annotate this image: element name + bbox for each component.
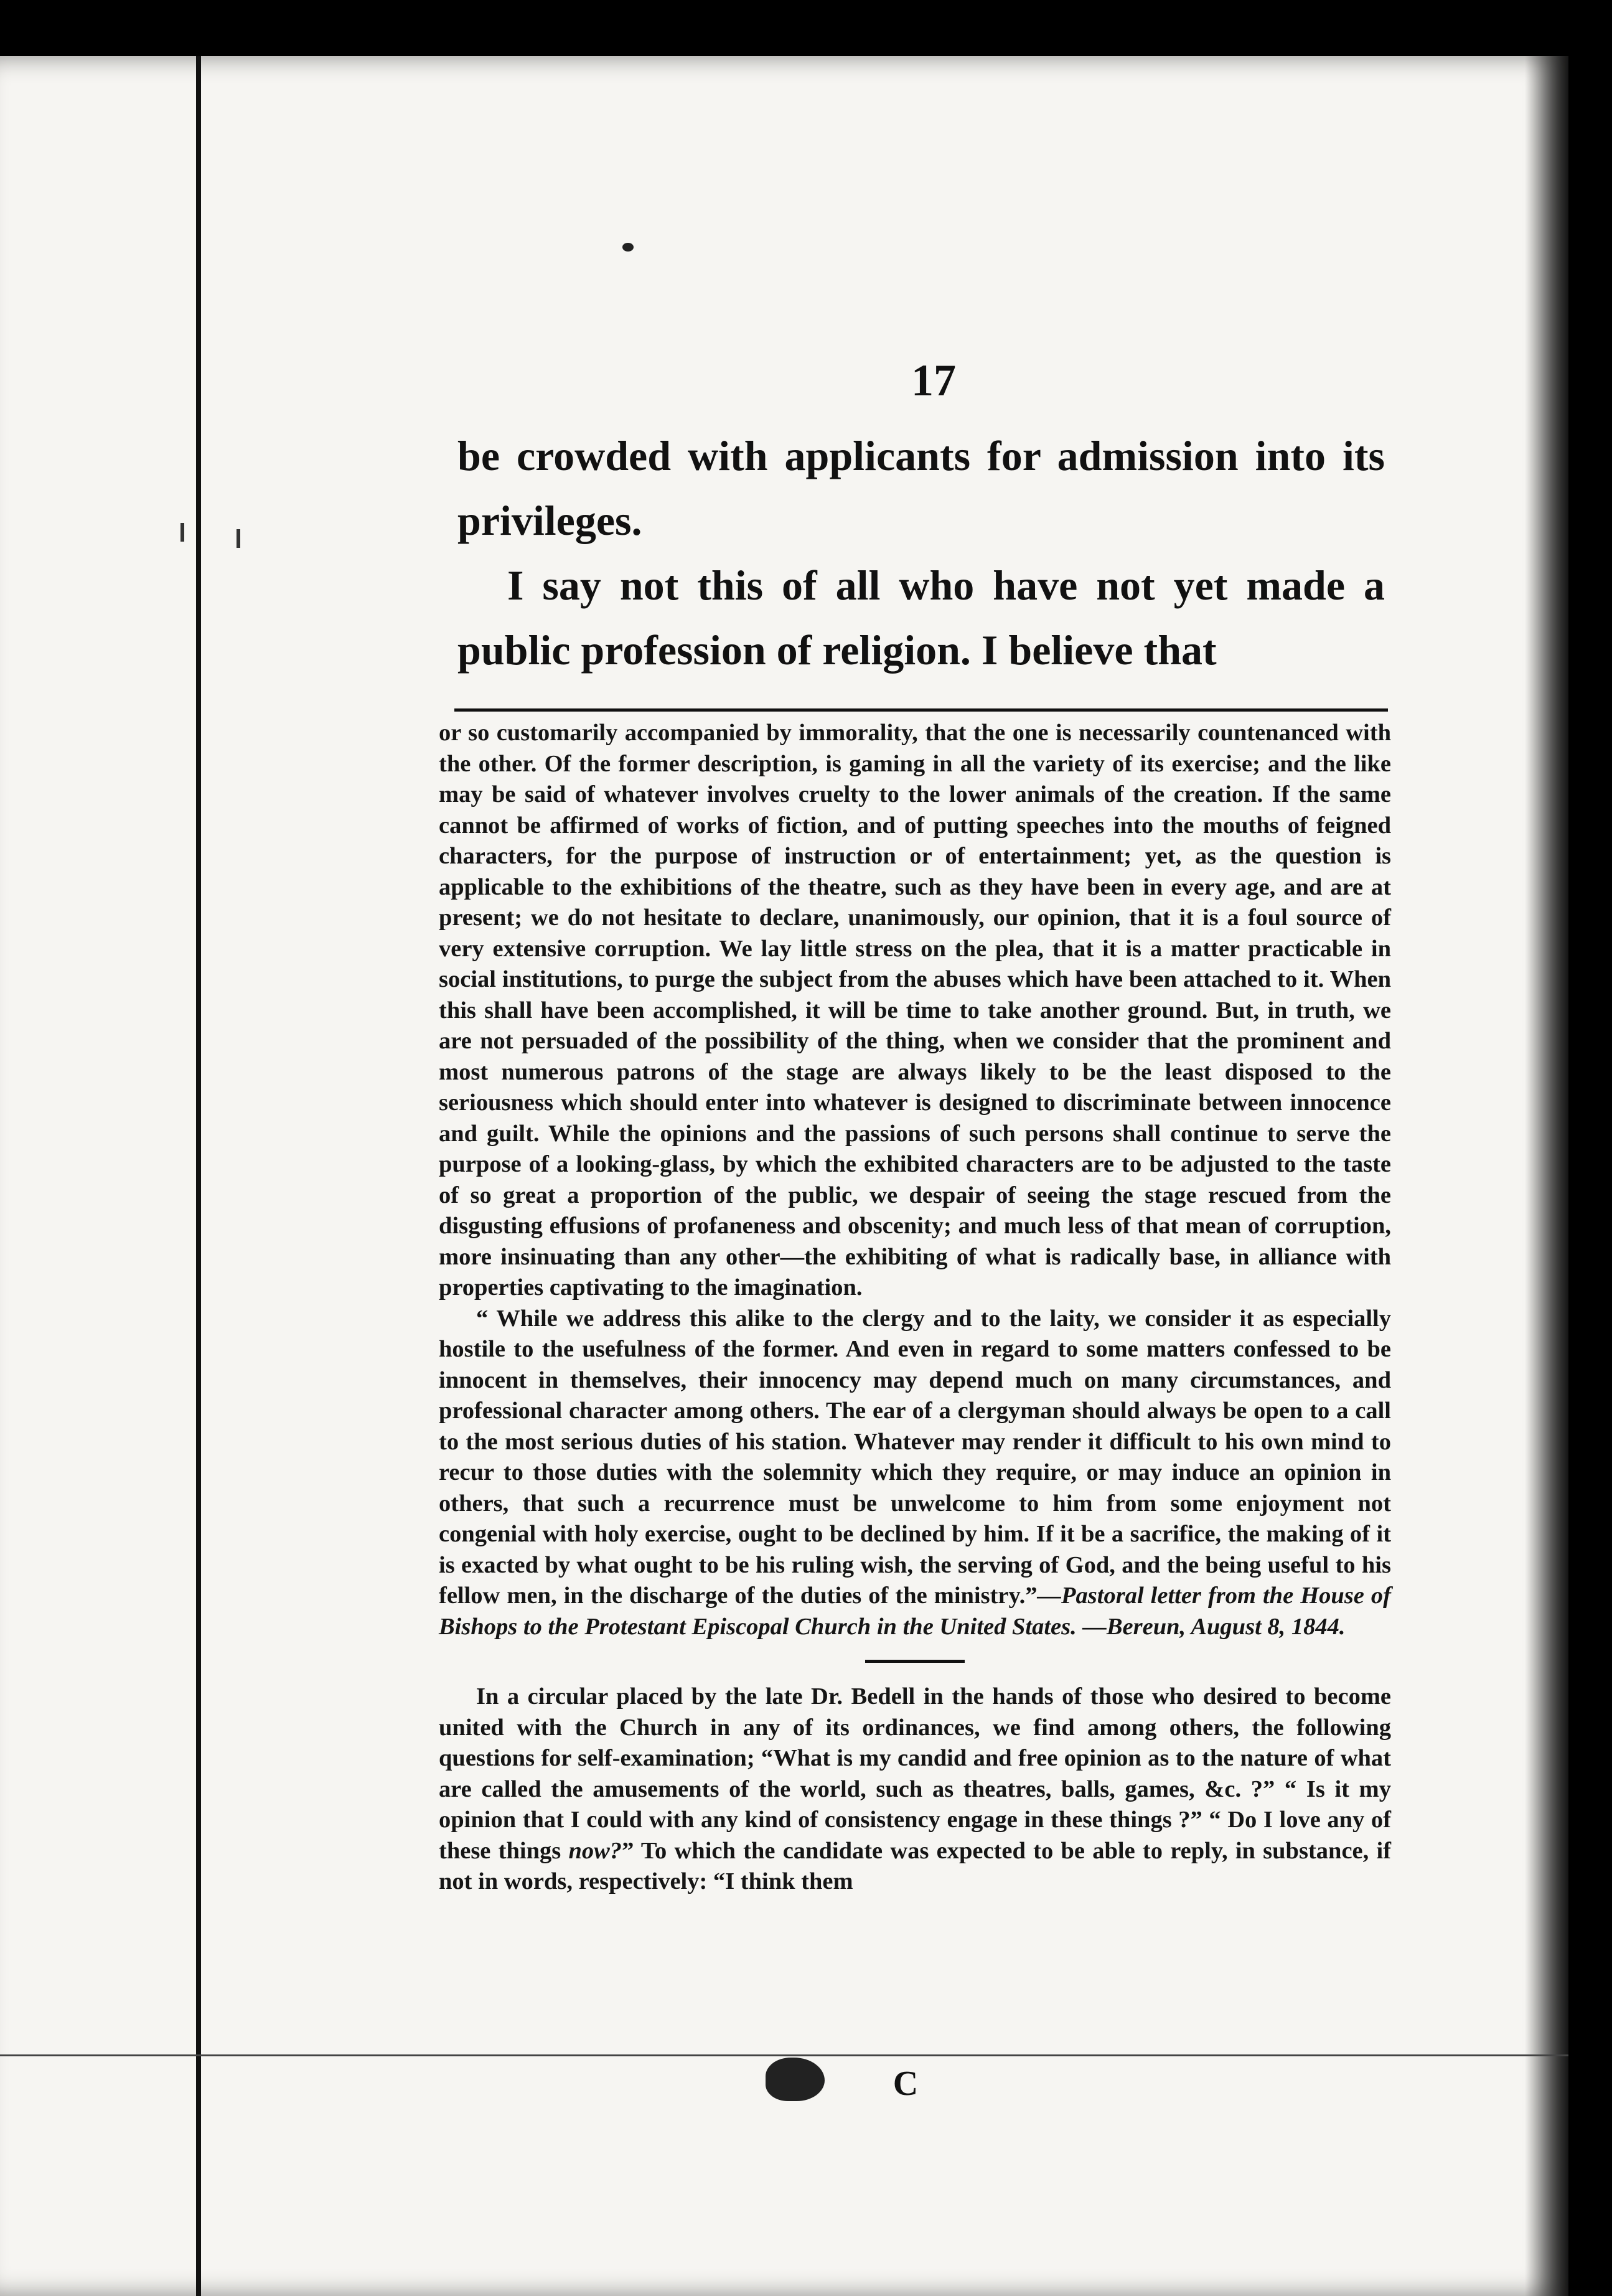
ink-speck <box>180 523 184 542</box>
footnote-text-part: In a circular placed by the late Dr. Bedell in the hands of those who desired to become united with the Church in any of its ordinances, we find among others, the following questions for self-examination; “What is my candid and free opinion as to the nature of what are called the amusements of the world, such as theatres, balls, games, &c. ?” “ Is it my opinion that I could with any kind of consistency engage in these things ?” “ Do I love any of these things <box>439 1683 1391 1864</box>
body-paragraph-1: be crowded with applicants for admission into its privileges. <box>457 432 1385 544</box>
main-body-text <box>457 423 1385 682</box>
footnote-text-part: ” To which the candidate was expected to be able to reply, in substance, if not in words, respectively: “I think them <box>439 1837 1392 1894</box>
page-crease-line <box>0 2054 1568 2056</box>
ink-speck <box>622 243 634 252</box>
footnote-block <box>439 718 1391 1898</box>
footnote-paragraph-2 <box>439 1304 1391 1643</box>
signature-mark: C <box>893 2064 919 2103</box>
short-separator-rule <box>865 1660 965 1663</box>
footnote-italic-now: now? <box>568 1837 622 1864</box>
footnote-paragraph-1: or so customarily accompanied by immorality, that the one is necessarily countenanced with the other. Of the former description, is gaming in all the variety of its exercise; and the like may be said of whatever involves cruelty to the lower animals of the creation. If the same cannot be affirmed of works of fiction, and of putting speeches into the mouths of feigned characters, for the purpose of instruction or of entertainment; yet, as the question is applicable to the exhibitions of the theatre, such as they have been in every age, and are at present; we do not hesitate to declare, unanimously, our opinion, that it is a foul source of very extensive corruption. We lay little stress on the plea, that it is a matter practicable in social institutions, to purge the subject from the abuses which have been attached to it. When this shall have been accomplished, it will be time to take another ground. But, in truth, we are not persuaded of the possibility of the thing, when we consider that the prominent and most numerous patrons of the stage are always likely to be the least disposed to the seriousness which should enter into whatever is designed to discriminate between innocence and guilt. While the opinions and the passions of such persons shall continue to serve the purpose of a looking-glass, by which the exhibited characters are to be adjusted to the taste of so great a proportion of the public, we despair of seeing the stage rescued from the disgusting effusions of profaneness and obscenity; and much less of that mean of corruption, more insinuating than any other—the exhibiting of what is radically base, in alliance with properties captivating to the imagination. <box>439 720 1391 1301</box>
footnote-citation: —Pastoral letter from the House of Bishops to the Protestant Episcopal Church in the United States. <box>439 1583 1391 1640</box>
binding-fold-line <box>196 56 201 2296</box>
footnote-quote-text: “ While we address this alike to the clergy and to the laity, we consider it as especially hostile to the usefulness of the former. And even in regard to some matters confessed to be innocent in themselves, their innocency may depend much on many circumstances, and professional character among others. The ear of a clergyman should always be open to a call to the most serious duties of his station. Whatever may render it difficult to his own mind to recur to those duties with the solemnity which they require, or may induce an opinion in others, that such a recurrence must be unwelcome to him from some enjoyment not congenial with holy exercise, ought to be declined by him. If it be a sacrifice, the making of it is exacted by what ought to be his ruling wish, the serving of God, and the being useful to his fellow men, in the discharge of the duties of the ministry.” <box>439 1305 1391 1609</box>
footnote-separator-rule <box>454 708 1388 712</box>
body-paragraph-2: I say not this of all who have not yet made a public profession of religion. I believe that <box>457 562 1385 674</box>
document-page <box>0 56 1568 2296</box>
footnote-paragraph-3 <box>439 1682 1391 1898</box>
page-number: 17 <box>911 355 956 405</box>
footnote-source: —Bereun, August 8, 1844. <box>1082 1613 1346 1640</box>
page-edge-shadow <box>1525 56 1568 2296</box>
ink-speck <box>237 529 240 548</box>
ink-blot <box>766 2058 825 2101</box>
